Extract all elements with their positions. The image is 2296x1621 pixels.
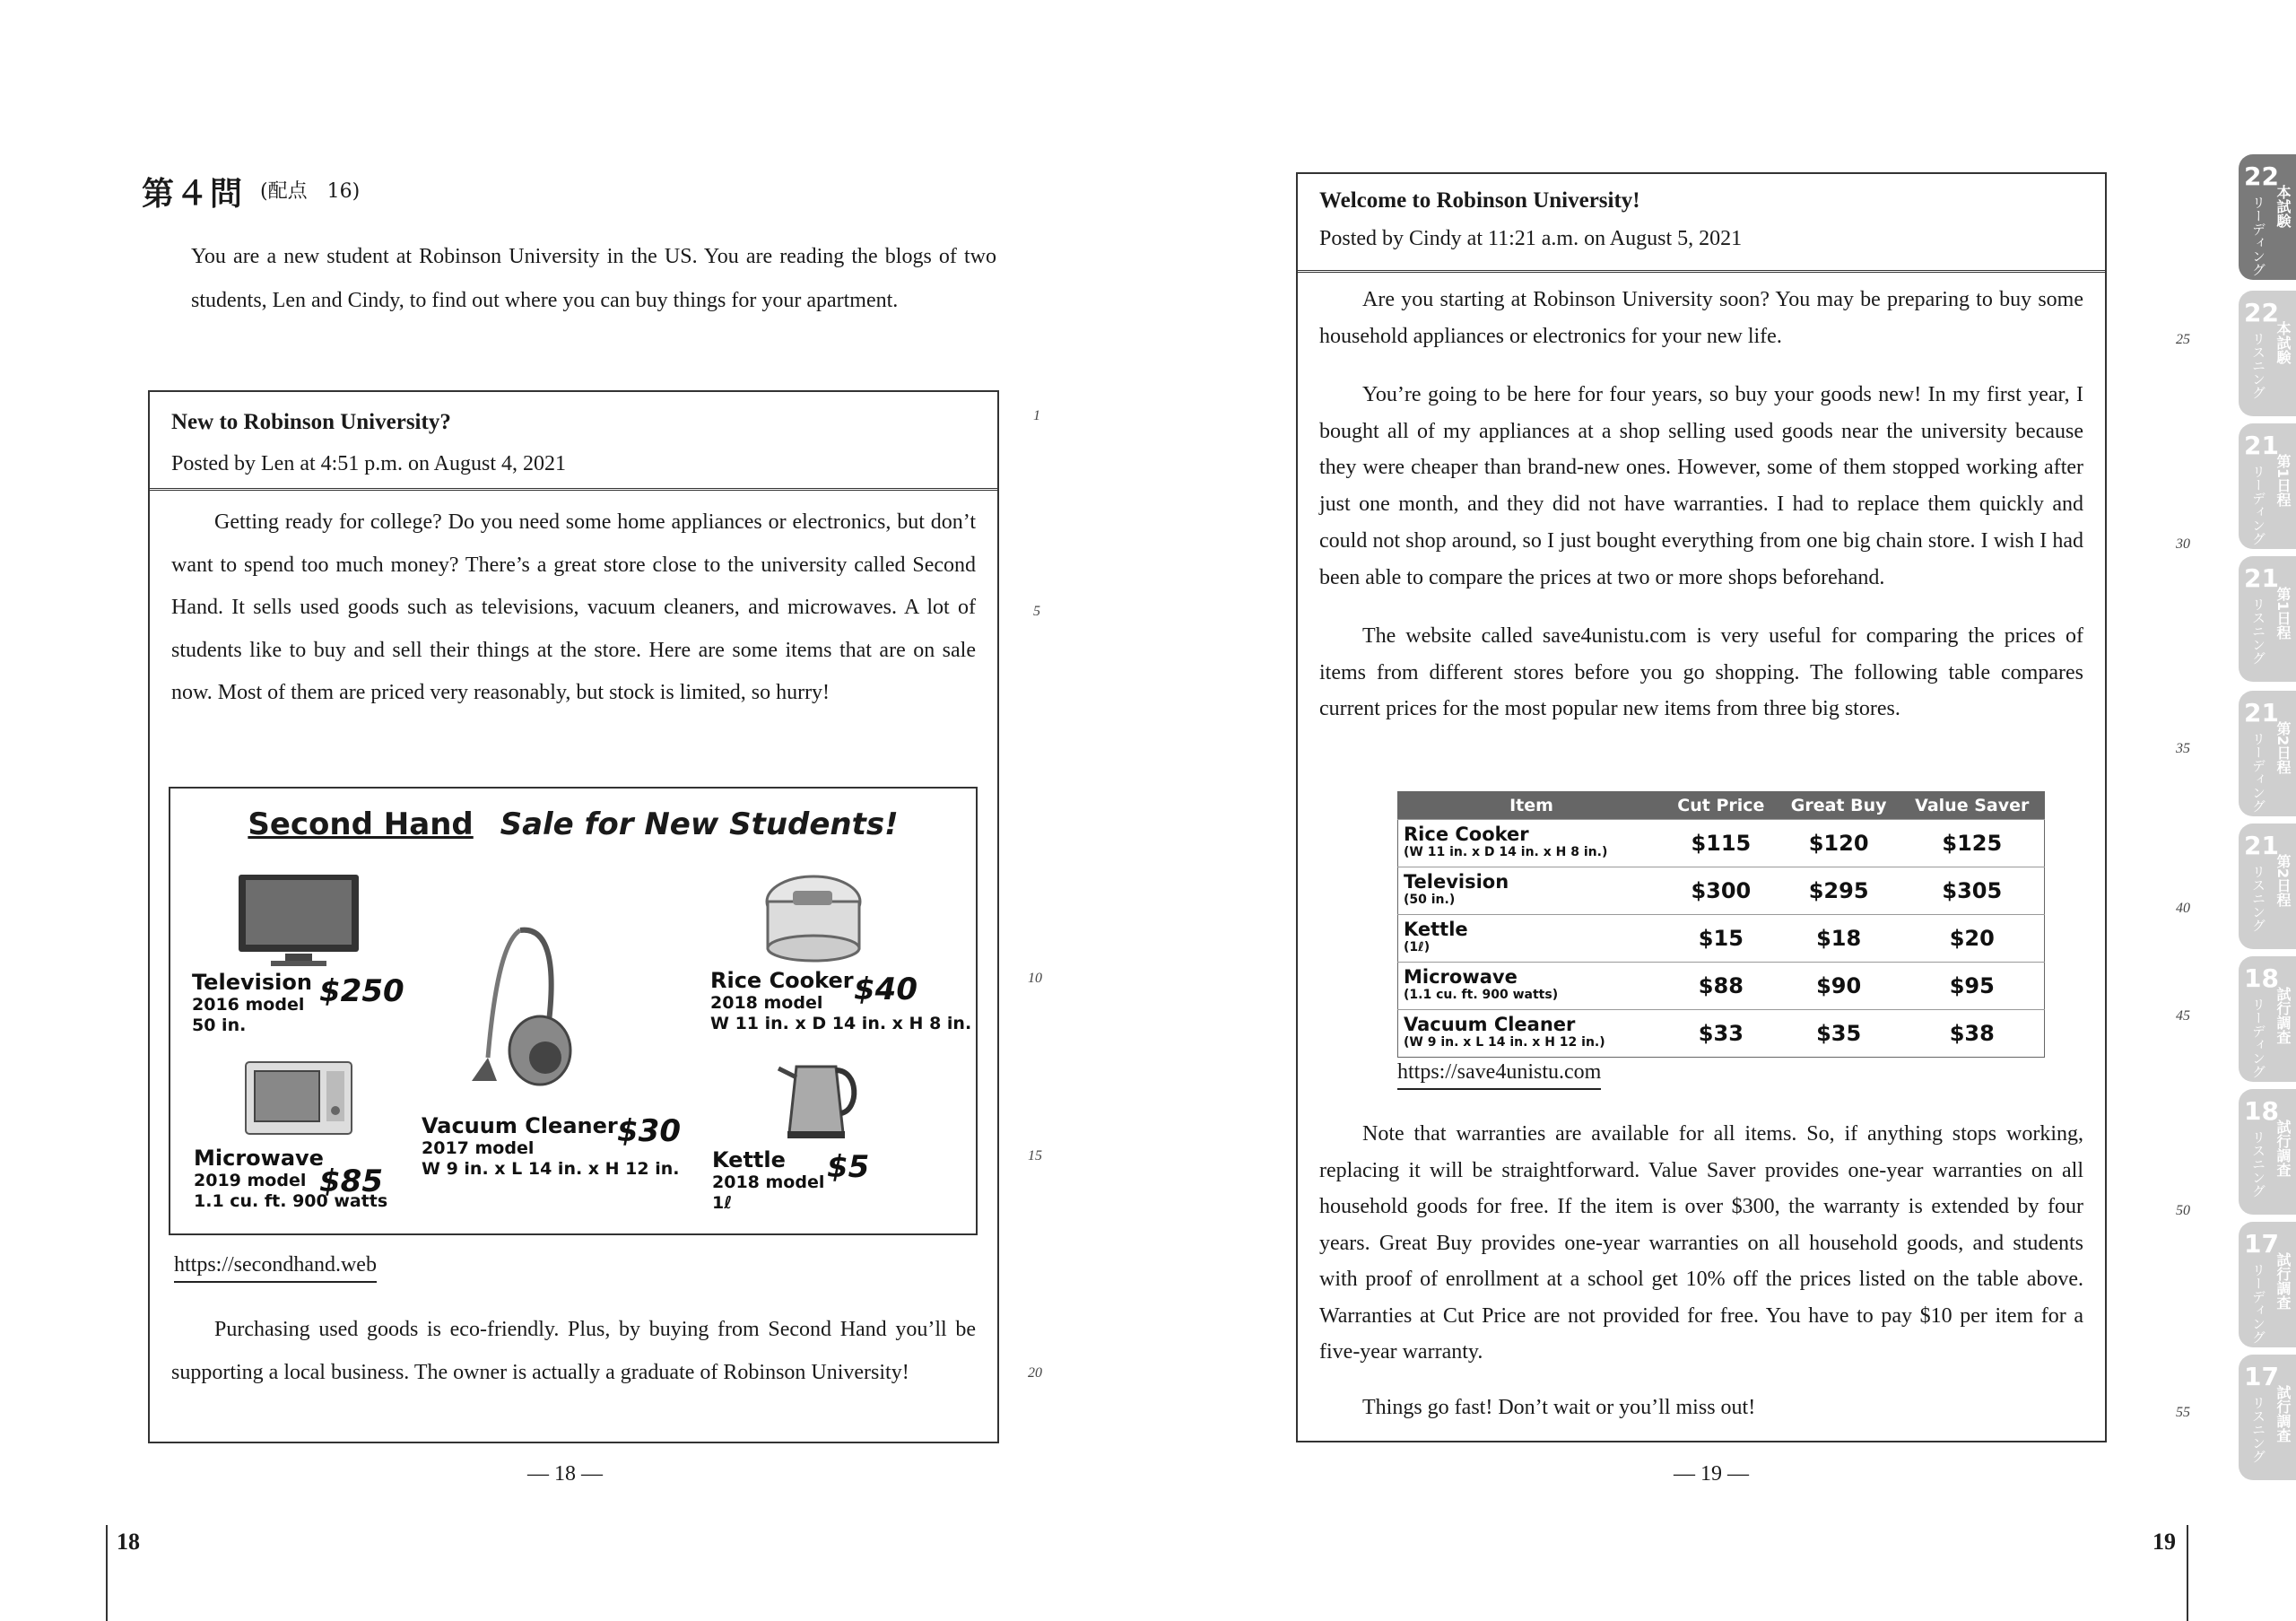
- line-number: 15: [1028, 1148, 1042, 1163]
- table-cell-item: [1398, 963, 1665, 1010]
- item-name: Kettle: [1404, 919, 1468, 940]
- ad-item-detail: 2018 model: [712, 1172, 825, 1192]
- table-cell-great-buy: $90: [1778, 963, 1900, 1010]
- side-tab-22-reading[interactable]: [2239, 154, 2296, 280]
- ad-item-microwave: [194, 1146, 387, 1212]
- line-number: 45: [2176, 1008, 2190, 1024]
- intro-paragraph: You are a new student at Robinson University in the US. You are reading the blogs of two students, Len and Cindy, to find out where you can buy things for your apartment.: [191, 245, 996, 312]
- question-points: (配点 16): [260, 180, 361, 203]
- question-title: 第４問: [142, 176, 245, 213]
- line-number: 30: [2176, 536, 2190, 552]
- tab-label: リーディング: [2250, 732, 2266, 813]
- ad-item-price: $30: [617, 1113, 681, 1149]
- table-header-cut-price: Cut Price: [1665, 792, 1778, 820]
- table-cell-great-buy: $295: [1778, 867, 1900, 915]
- right-page-number: 19: [2152, 1529, 2176, 1555]
- cindy-blog-header: [1298, 174, 2105, 273]
- second-hand-ad: [169, 787, 978, 1235]
- ad-item-name: Rice Cooker: [710, 968, 854, 993]
- intro-text: [191, 235, 996, 323]
- side-tab-22-listening[interactable]: [2239, 291, 2296, 416]
- table-cell-item: [1398, 1010, 1665, 1058]
- side-tab-17-listening[interactable]: [2239, 1355, 2296, 1480]
- tab-type: 第1日程: [2274, 587, 2292, 641]
- tab-type: 本試験: [2274, 321, 2292, 364]
- ad-item-detail: W 11 in. x D 14 in. x H 8 in.: [710, 1014, 972, 1033]
- ad-item-name: Television: [192, 970, 312, 995]
- ad-title: [170, 806, 976, 842]
- table-cell-item: [1398, 867, 1665, 915]
- tab-type: 試行調査: [2274, 1385, 2292, 1442]
- len-blog-title: New to Robinson University?: [171, 410, 451, 434]
- tab-label: リーディング: [2250, 196, 2266, 276]
- tab-year: 21: [2244, 431, 2279, 460]
- tab-label: リスニング: [2250, 1396, 2266, 1463]
- line-number: 50: [2176, 1203, 2190, 1218]
- table-cell-cut-price: $300: [1665, 867, 1778, 915]
- ad-item-detail: W 9 in. x L 14 in. x H 12 in.: [422, 1159, 680, 1179]
- tab-year: 22: [2244, 298, 2279, 327]
- kettle-icon: [773, 1050, 863, 1140]
- ad-item-detail: 1.1 cu. ft. 900 watts: [194, 1191, 388, 1211]
- save4unistu-url[interactable]: https://save4unistu.com: [1397, 1060, 1601, 1090]
- ad-item-kettle: [712, 1147, 870, 1214]
- cindy-blog-paragraph-4: Note that warranties are available for all items. So, if anything stops working, replacing it will be straightforward. Value Saver provides one-year warranties on all household goods for free. If the item is over $300, the warranty is extended by four years. Great Buy provides one-year warranties on all household goods, and students with proof of enrollment at a school get 10% off the prices listed on the table above. Warranties at Cut Price are not provided for free. You have to pay $10 per item for a five-year warranty.: [1319, 1122, 2083, 1364]
- table-header-row: [1398, 792, 2045, 820]
- table-cell-cut-price: $15: [1665, 915, 1778, 963]
- side-tab-21-day1-reading[interactable]: [2239, 423, 2296, 549]
- table-cell-value-saver: $38: [1900, 1010, 2045, 1058]
- tab-type: 第2日程: [2274, 721, 2292, 775]
- len-blog-paragraph-2: Purchasing used goods is eco-friendly. Plus, by buying from Second Hand you’ll be supporting a local business. The owner is actually a graduate of Robinson University!: [171, 1318, 976, 1384]
- ad-item-rice-cooker: [710, 968, 971, 1034]
- table-cell-value-saver: $95: [1900, 963, 2045, 1010]
- microwave-icon: [244, 1060, 353, 1136]
- item-name: Microwave: [1404, 966, 1518, 988]
- table-cell-cut-price: $33: [1665, 1010, 1778, 1058]
- tab-type: 本試験: [2274, 185, 2292, 228]
- line-number: 25: [2176, 332, 2190, 347]
- cindy-blog-paragraph-5: Things go fast! Don’t wait or you’ll miss out!: [1362, 1395, 1756, 1419]
- tab-label: リスニング: [2250, 865, 2266, 932]
- ad-slogan: Sale for New Students!: [500, 806, 899, 842]
- tab-year: 21: [2244, 698, 2279, 728]
- table-cell-cut-price: $115: [1665, 820, 1778, 867]
- side-tab-21-day2-reading[interactable]: [2239, 691, 2296, 816]
- line-number: 35: [2176, 741, 2190, 756]
- left-page-footer: — 18 —: [527, 1462, 603, 1486]
- tab-year: 21: [2244, 831, 2279, 860]
- tab-year: 22: [2244, 161, 2279, 191]
- table-cell-great-buy: $35: [1778, 1010, 1900, 1058]
- ad-item-name: Kettle: [712, 1147, 786, 1172]
- line-number: 20: [1028, 1365, 1042, 1381]
- tab-label: リスニング: [2250, 1130, 2266, 1198]
- tab-type: 試行調査: [2274, 1252, 2292, 1310]
- item-name: Vacuum Cleaner: [1404, 1014, 1576, 1035]
- line-number: 1: [1033, 408, 1040, 423]
- second-hand-url[interactable]: https://secondhand.web: [174, 1253, 377, 1283]
- tab-year: 18: [2244, 1096, 2279, 1126]
- len-blog-header: [150, 392, 997, 491]
- ad-item-detail: 2017 model: [422, 1138, 535, 1158]
- side-tab-18-reading[interactable]: [2239, 956, 2296, 1082]
- len-blog-paragraph-1: Getting ready for college? Do you need some home appliances or electronics, but don’t want to spend too much money? There’s a great store close to the university called Second Hand. It sells used goods such as televisions, vacuum cleaners, and microwaves. A lot of students like to buy and sell their things at the store. Here are some items that are on sale now. Most of them are priced very reasonably, but stock is limited, so hurry!: [171, 510, 976, 704]
- left-page-rule: [106, 1525, 108, 1621]
- line-number: 5: [1033, 604, 1040, 619]
- line-number: 40: [2176, 901, 2190, 916]
- tab-label: リーディング: [2250, 1263, 2266, 1344]
- side-tab-21-day2-listening[interactable]: [2239, 824, 2296, 949]
- table-cell-great-buy: $120: [1778, 820, 1900, 867]
- item-name: Rice Cooker: [1404, 824, 1529, 845]
- table-row: [1398, 963, 2045, 1010]
- table-row: [1398, 915, 2045, 963]
- item-spec: (1ℓ): [1404, 940, 1431, 954]
- tab-label: リーディング: [2250, 465, 2266, 545]
- table-cell-great-buy: $18: [1778, 915, 1900, 963]
- ad-store-name: Second Hand: [248, 806, 474, 842]
- tab-type: 試行調査: [2274, 987, 2292, 1044]
- table-cell-item: [1398, 915, 1665, 963]
- table-header-item: Item: [1398, 792, 1665, 820]
- tab-type: 第2日程: [2274, 854, 2292, 908]
- television-icon: [235, 871, 362, 970]
- cindy-blog-closing: [1298, 1116, 2105, 1425]
- tab-label: リスニング: [2250, 332, 2266, 399]
- ad-item-price: $85: [319, 1163, 383, 1199]
- tab-year: 17: [2244, 1362, 2279, 1391]
- item-name: Television: [1404, 871, 1509, 893]
- right-page-footer: — 19 —: [1674, 1462, 1749, 1486]
- right-page-rule: [2187, 1525, 2188, 1621]
- cindy-blog-paragraph-3: The website called save4unistu.com is very useful for comparing the prices of items from different stores before you go shopping. The following table compares current prices for the most popular new items from three big stores.: [1319, 624, 2083, 721]
- len-blog-closing: [150, 1308, 997, 1394]
- table-cell-value-saver: $305: [1900, 867, 2045, 915]
- item-spec: (50 in.): [1404, 893, 1456, 907]
- tab-year: 21: [2244, 563, 2279, 593]
- table-cell-value-saver: $20: [1900, 915, 2045, 963]
- line-number: 55: [2176, 1405, 2190, 1420]
- ad-item-detail: 2016 model: [192, 995, 305, 1015]
- line-number: 10: [1028, 971, 1042, 986]
- ad-item-name: Microwave: [194, 1146, 324, 1171]
- table-row: [1398, 1010, 2045, 1058]
- tab-label: リーディング: [2250, 998, 2266, 1078]
- table-row: [1398, 820, 2045, 867]
- ad-item-detail: 50 in.: [192, 1015, 247, 1035]
- ad-item-detail: 1ℓ: [712, 1193, 733, 1213]
- ad-item-vacuum-cleaner: [422, 1113, 680, 1180]
- ad-item-price: $40: [854, 972, 918, 1007]
- item-spec: (1.1 cu. ft. 900 watts): [1404, 988, 1559, 1002]
- item-spec: (W 9 in. x L 14 in. x H 12 in.): [1404, 1035, 1605, 1050]
- item-spec: (W 11 in. x D 14 in. x H 8 in.): [1404, 845, 1608, 859]
- table-cell-item: [1398, 820, 1665, 867]
- len-blog-meta: Posted by Len at 4:51 p.m. on August 4, 2021: [171, 452, 566, 475]
- table-cell-cut-price: $88: [1665, 963, 1778, 1010]
- left-page-number: 18: [117, 1529, 140, 1555]
- table-header-value-saver: Value Saver: [1900, 792, 2045, 820]
- tab-year: 17: [2244, 1229, 2279, 1259]
- tab-type: 第1日程: [2274, 454, 2292, 508]
- ad-item-price: $250: [319, 973, 404, 1009]
- cindy-blog-title: Welcome to Robinson University!: [1319, 188, 1640, 213]
- ad-item-television: [192, 970, 404, 1036]
- rice-cooker-icon: [761, 871, 866, 964]
- price-comparison-table: [1397, 791, 2045, 1058]
- table-header-great-buy: Great Buy: [1778, 792, 1900, 820]
- side-tab-18-listening[interactable]: [2239, 1089, 2296, 1215]
- ad-item-price: $5: [827, 1149, 870, 1185]
- ad-item-detail: 2019 model: [194, 1171, 307, 1190]
- tab-label: リスニング: [2250, 597, 2266, 665]
- cindy-blog-paragraph-1: Are you starting at Robinson University soon? You may be preparing to buy some household appliances or electronics for your new life.: [1319, 288, 2083, 348]
- tab-year: 18: [2244, 963, 2279, 993]
- tab-type: 試行調査: [2274, 1120, 2292, 1177]
- side-tab-17-reading[interactable]: [2239, 1222, 2296, 1347]
- table-row: [1398, 867, 2045, 915]
- cindy-blog-body: [1298, 273, 2105, 728]
- table-cell-value-saver: $125: [1900, 820, 2045, 867]
- ad-item-name: Vacuum Cleaner: [422, 1113, 618, 1138]
- ad-item-detail: 2018 model: [710, 993, 823, 1013]
- vacuum-cleaner-icon: [466, 923, 574, 1094]
- cindy-blog-paragraph-2: You’re going to be here for four years, so buy your goods new! In my first year, I bought all of my appliances at a shop selling used goods near the university because they were cheaper than brand-new ones. However, some of them stopped working after just one month, and they did not have warranties. I had to replace them quickly and could not shop around, so I just bought everything from one big chain store. I wish I had been able to compare the prices at two or more shops beforehand.: [1319, 383, 2083, 589]
- side-tab-21-day1-listening[interactable]: [2239, 556, 2296, 682]
- len-blog-body: [150, 491, 997, 715]
- cindy-blog-meta: Posted by Cindy at 11:21 a.m. on August 5, 2021: [1319, 227, 1743, 250]
